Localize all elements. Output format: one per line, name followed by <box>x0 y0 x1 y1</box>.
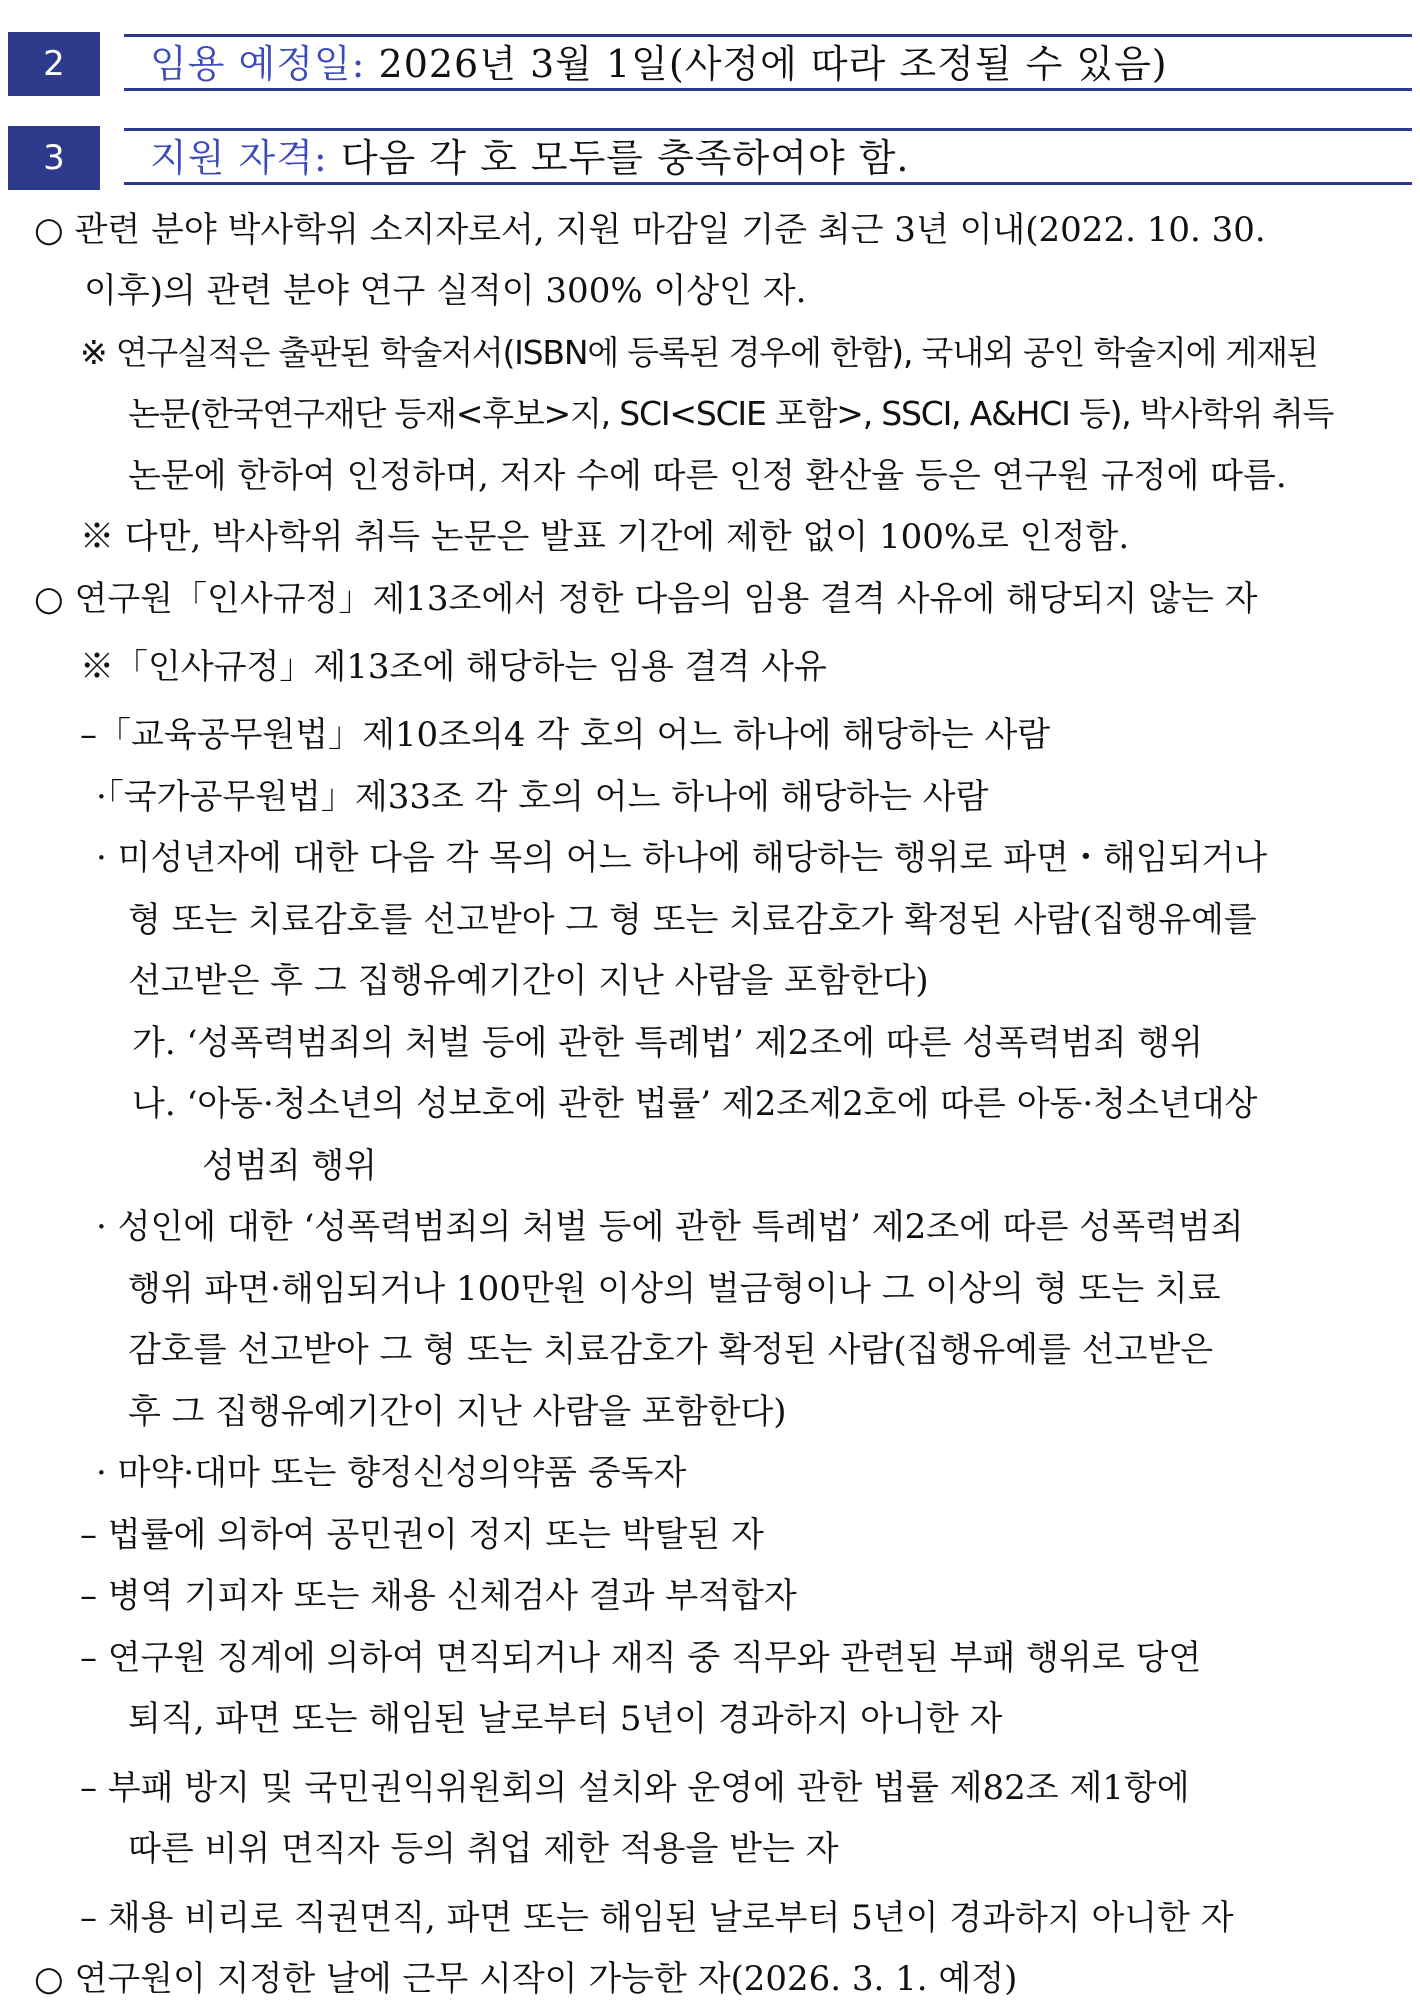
dot-item-cont: 행위 파면·해임되거나 100만원 이상의 벌금형이나 그 이상의 형 또는 치료 <box>128 1269 1221 1309</box>
section-bottom-rule <box>124 88 1412 91</box>
dot-item: ·「국가공무원법」제33조 각 호의 어느 하나에 해당하는 사람 <box>96 777 989 817</box>
dash-item: – 법률에 의하여 공민권이 정지 또는 박탈된 자 <box>80 1515 764 1555</box>
dash-item: – 채용 비리로 직권면직, 파면 또는 해임된 날로부터 5년이 경과하지 아니한 자 <box>80 1898 1234 1938</box>
note-thesis: ※ 다만, 박사학위 취득 논문은 발표 기간에 제한 없이 100%로 인정함. <box>80 517 1130 557</box>
dot-item-cont: 선고받은 후 그 집행유예기간이 지난 사람을 포함한다) <box>128 961 929 1001</box>
section-number-badge: 2 <box>8 32 100 96</box>
note-research-output: ※ 연구실적은 출판된 학술저서(ISBN에 등록된 경우에 한함), 국내외 공인 학술지에 게재된 <box>80 333 1318 372</box>
section-header-qualifications <box>0 126 1420 192</box>
dash-item: – 병역 기피자 또는 채용 신체검사 결과 부적합자 <box>80 1576 797 1616</box>
section-top-rule <box>124 34 1412 37</box>
dash-item: – 부패 방지 및 국민권익위원회의 설치와 운영에 관한 법률 제82조 제1항에 <box>80 1768 1190 1808</box>
bullet-item-disqualification: ○ 연구원「인사규정」제13조에서 정한 다음의 임용 결격 사유에 해당되지 않는 자 <box>34 579 1258 619</box>
note-disqualification: ※「인사규정」제13조에 해당하는 임용 결격 사유 <box>80 647 827 687</box>
section-header-start-date <box>0 32 1420 98</box>
sub-item-ga: 가. ‘성폭력범죄의 처벌 등에 관한 특례법’ 제2조에 따른 성폭력범죄 행위 <box>132 1023 1203 1063</box>
bullet-item-degree-cont: 이후)의 관련 분야 연구 실적이 300% 이상인 자. <box>84 271 807 311</box>
dash-item-cont: 퇴직, 파면 또는 해임된 날로부터 5년이 경과하지 아니한 자 <box>128 1699 1003 1739</box>
section-description: 2026년 3월 1일(사정에 따라 조정될 수 있음) <box>378 42 1168 86</box>
sub-item-na: 나. ‘아동·청소년의 성보호에 관한 법률’ 제2조제2호에 따른 아동·청소년대상 <box>132 1084 1258 1124</box>
section-heading <box>150 40 1412 88</box>
section-description: 다음 각 호 모두를 충족하여야 함. <box>340 136 910 180</box>
dash-item: – 연구원 징계에 의하여 면직되거나 재직 중 직무와 관련된 부패 행위로 당연 <box>80 1638 1202 1678</box>
sub-item-na-cont: 성범죄 행위 <box>202 1146 378 1186</box>
section-label: 임용 예정일: <box>150 42 366 86</box>
dot-item-cont: 형 또는 치료감호를 선고받아 그 형 또는 치료감호가 확정된 사람(집행유예를 <box>128 900 1257 940</box>
bullet-item-degree: ○ 관련 분야 박사학위 소지자로서, 지원 마감일 기준 최근 3년 이내(2022. 10. 30. <box>34 210 1266 250</box>
section-bottom-rule <box>124 182 1412 185</box>
section-heading <box>150 134 1412 182</box>
note-research-output-cont: 논문(한국연구재단 등재<후보>지, SCI<SCIE 포함>, SSCI, A&HCI 등), 박사학위 취득 <box>128 394 1334 433</box>
section-top-rule <box>124 128 1412 131</box>
section-label: 지원 자격: <box>150 136 328 180</box>
dot-item: · 성인에 대한 ‘성폭력범죄의 처벌 등에 관한 특례법’ 제2조에 따른 성폭력범죄 <box>96 1207 1244 1247</box>
note-research-output-cont: 논문에 한하여 인정하며, 저자 수에 따른 인정 환산율 등은 연구원 규정에 따름. <box>128 456 1287 496</box>
dot-item-cont: 감호를 선고받아 그 형 또는 치료감호가 확정된 사람(집행유예를 선고받은 <box>128 1330 1214 1370</box>
dash-item-cont: 따른 비위 면직자 등의 취업 제한 적용을 받는 자 <box>128 1829 839 1869</box>
dash-item: –「교육공무원법」제10조의4 각 호의 어느 하나에 해당하는 사람 <box>80 715 1051 755</box>
dot-item: · 마약·대마 또는 향정신성의약품 중독자 <box>96 1453 687 1493</box>
bullet-item-start-availability: ○ 연구원이 지정한 날에 근무 시작이 가능한 자(2026. 3. 1. 예정) <box>34 1959 1018 1999</box>
dot-item: · 미성년자에 대한 다음 각 목의 어느 하나에 해당하는 행위로 파면・해임되거나 <box>96 838 1268 878</box>
section-number-badge: 3 <box>8 126 100 190</box>
dot-item-cont: 후 그 집행유예기간이 지난 사람을 포함한다) <box>128 1392 787 1432</box>
